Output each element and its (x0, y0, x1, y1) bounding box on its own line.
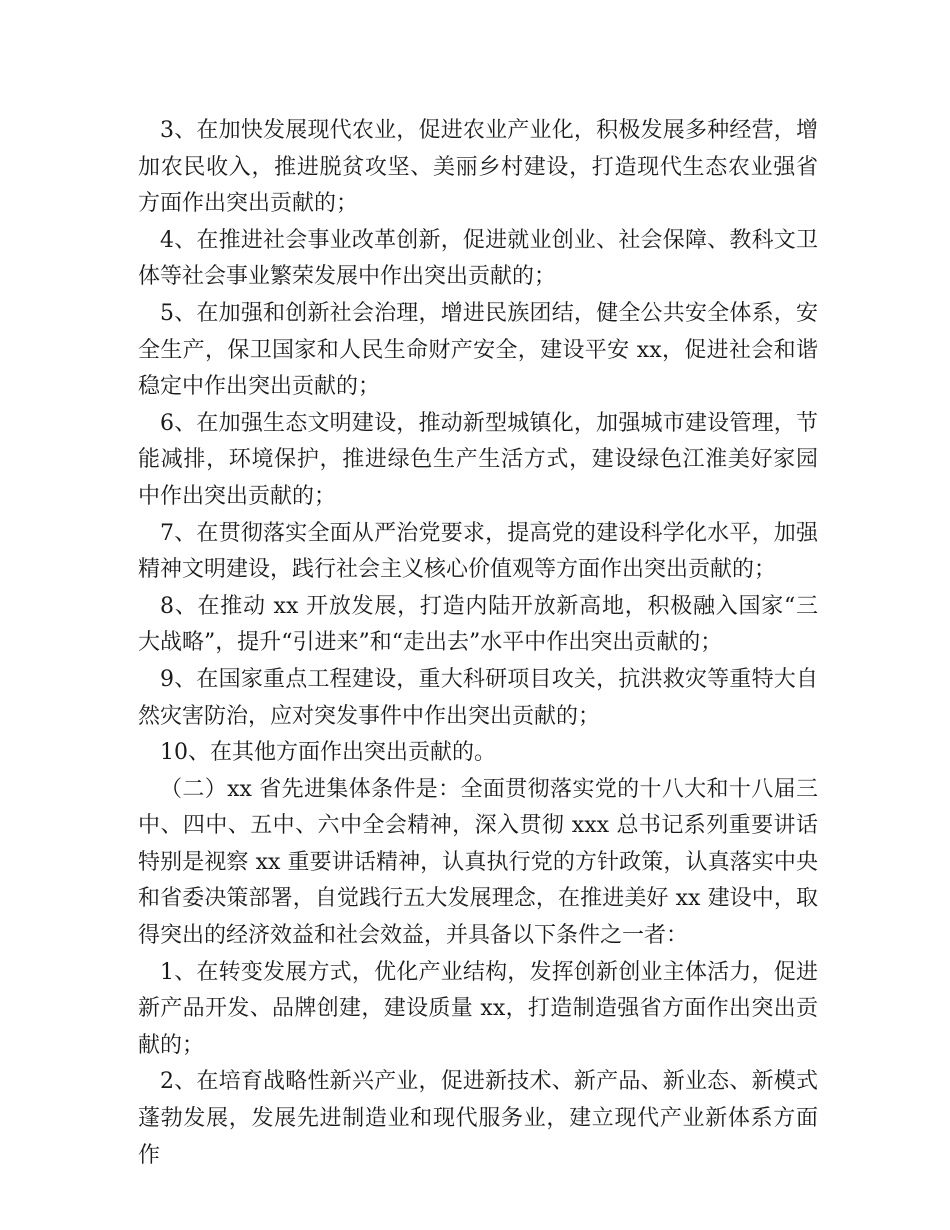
paragraph-item-6: 6、在加强生态文明建设，推动新型城镇化，加强城市建设管理，节能减排，环境保护，推进绿色生产生活方式，建设绿色江淮美好家园中作出突出贡献的； (138, 410, 818, 509)
paragraph-collective-item-2: 2、在培育战略性新兴产业，促进新技术、新产品、新业态、新模式蓬勃发展，发展先进制造业和现代服务业，建立现代产业新体系方面作 (138, 1069, 818, 1168)
document-page (138, 113, 818, 1174)
paragraph-item-3: 3、在加快发展现代农业，促进农业产业化，积极发展多种经营，增加农民收入，推进脱贫攻坚、美丽乡村建设，打造现代生态农业强省方面作出突出贡献的； (138, 118, 818, 217)
paragraph-item-5: 5、在加强和创新社会治理，增进民族团结，健全公共安全体系，安全生产，保卫国家和人民生命财产安全，建设平安 xx，促进社会和谐稳定中作出突出贡献的； (138, 300, 818, 400)
paragraph-item-4: 4、在推进社会事业改革创新，促进就业创业、社会保障、教科文卫体等社会事业繁荣发展中作出突出贡献的； (138, 227, 818, 290)
paragraph-item-9: 9、在国家重点工程建设，重大科研项目攻关，抗洪救灾等重特大自然灾害防治，应对突发事件中作出突出贡献的； (138, 666, 818, 729)
paragraph-item-10: 10、在其他方面作出突出贡献的。 (160, 740, 496, 766)
paragraph-collective-item-1: 1、在转变发展方式，优化产业结构，发挥创新创业主体活力，促进新产品开发、品牌创建，建设质量 xx，打造制造强省方面作出突出贡献的； (138, 959, 818, 1058)
paragraph-item-8: 8、在推动 xx 开放发展，打造内陆开放新高地，积极融入国家“三大战略”，提升“引进来”和“走出去”水平中作出突出贡献的； (138, 593, 818, 656)
section-heading-collective-conditions: （二）xx 省先进集体条件是：全面贯彻落实党的十八大和十八届三中、四中、五中、六中全会精神，深入贯彻 xxx 总书记系列重要讲话特别是视察 xx 重要讲话精神，认真执行党的方针政策，认真落实中央和省委决策部署，自觉践行五大发展理念，在推进美好 xx 建设中，取得突出的经济效益和社会效益，并具备以下条件之一者： (138, 776, 818, 949)
paragraph-item-7: 7、在贯彻落实全面从严治党要求，提高党的建设科学化水平，加强精神文明建设，践行社会主义核心价值观等方面作出突出贡献的； (138, 520, 818, 583)
